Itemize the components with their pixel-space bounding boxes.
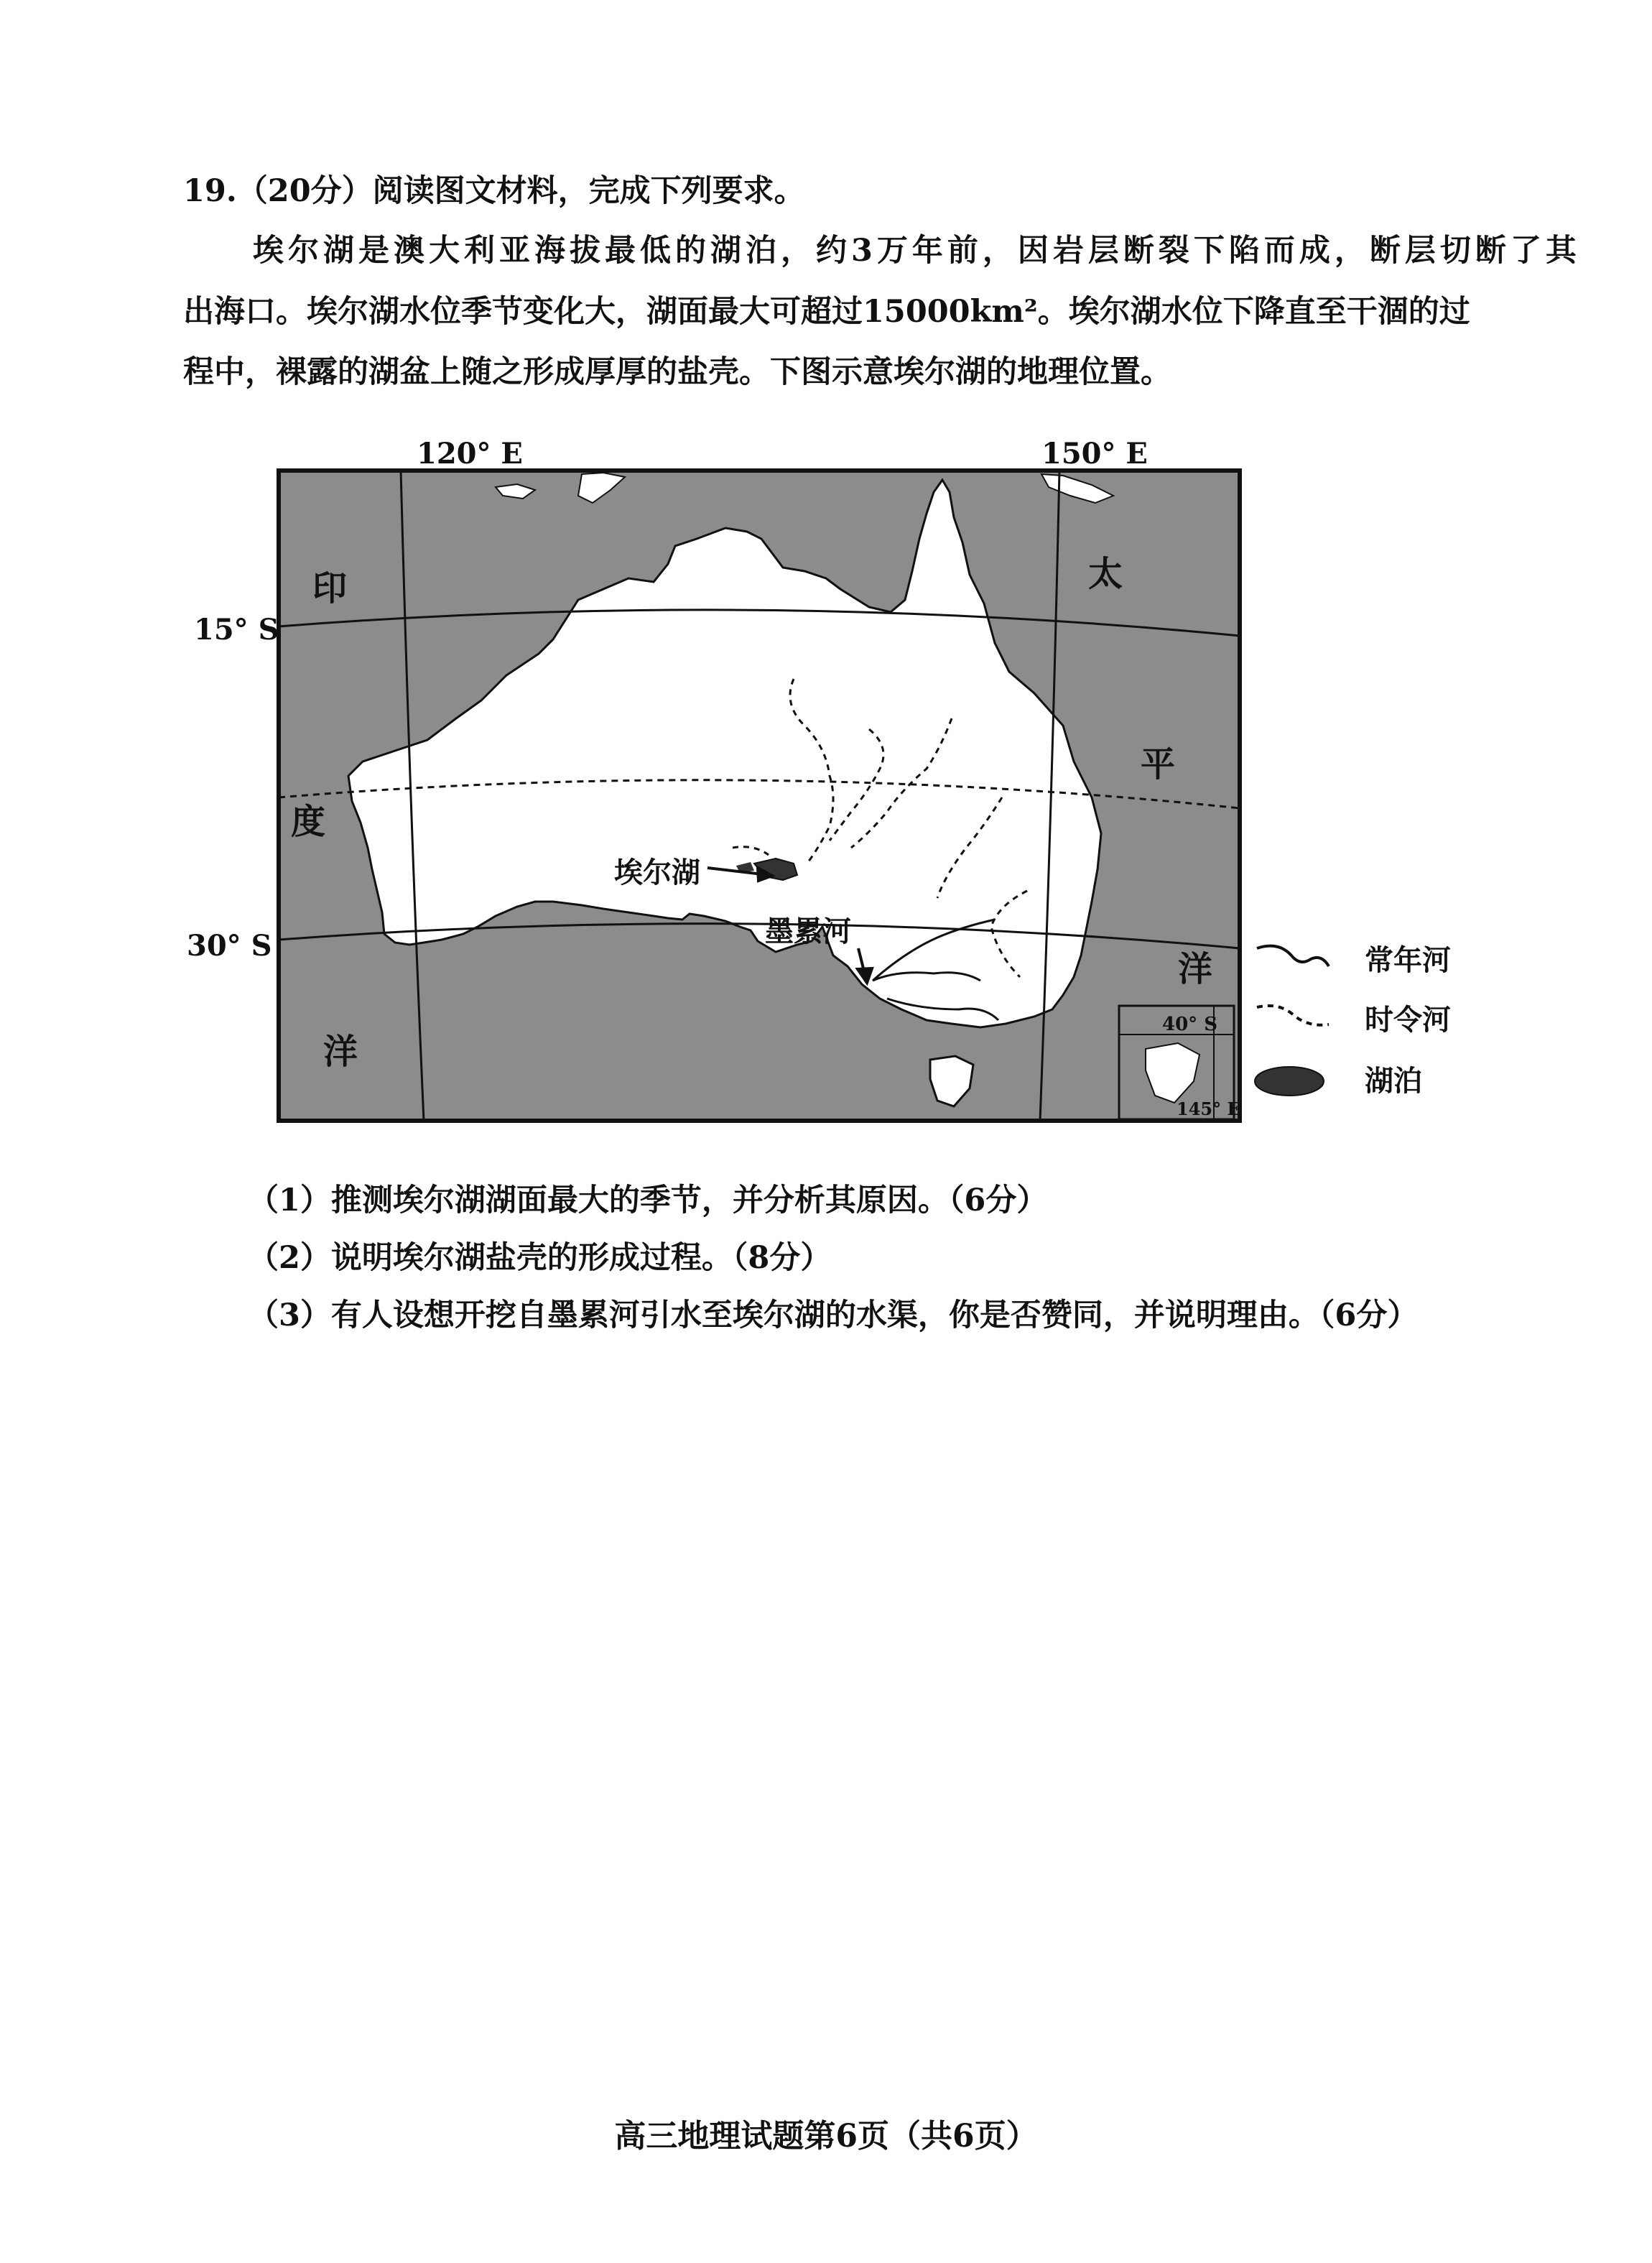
legend [1255,944,1451,1098]
material-paragraph-line-2: 出海口。埃尔湖水位季节变化大，湖面最大可超过15000km²。埃尔湖水位下降直至干涸的过 [183,294,1470,330]
lat-label-15s: 15° S [194,613,279,647]
legend-label-perennial: 常年河 [1365,944,1451,977]
label-murray-river: 墨累河 [765,915,851,948]
material-paragraph-line-3: 程中，裸露的湖盆上随之形成厚厚的盐壳。下图示意埃尔湖的地理位置。 [183,354,1171,390]
lake-icon [1255,1067,1324,1096]
lat-label-30s: 30° S [187,929,272,963]
seasonal-river-icon [1257,1006,1329,1025]
tasmania-inset [1119,1006,1240,1119]
ocean-label-indian-1: 印 [312,568,348,608]
legend-label-seasonal: 时令河 [1365,1004,1451,1037]
perennial-river-icon [1257,946,1329,966]
subquestion-2: （2）说明埃尔湖盐壳的形成过程。（8分） [248,1240,832,1276]
label-lake-eyre: 埃尔湖 [614,856,700,889]
inset-lon-label: 145° E [1177,1098,1240,1119]
subquestion-3: （3）有人设想开挖自墨累河引水至埃尔湖的水渠，你是否赞同，并说明理由。（6分） [248,1297,1419,1333]
lon-label-150e: 150° E [1041,437,1148,471]
lon-label-120e: 120° E [417,437,523,471]
ocean-label-pacific-2: 平 [1141,744,1176,785]
question-header: 19.（20分）阅读图文材料，完成下列要求。 [183,173,805,209]
legend-label-lake: 湖泊 [1365,1065,1422,1098]
ocean-label-indian-2: 度 [291,802,326,842]
ocean-label-pacific-3: 洋 [1178,949,1213,989]
australia-map [180,424,1508,1142]
subquestion-1: （1）推测埃尔湖湖面最大的季节，并分析其原因。（6分） [248,1183,1048,1218]
ocean-label-indian-3: 洋 [323,1032,358,1072]
ocean-label-pacific-1: 太 [1088,554,1123,594]
page-footer: 高三地理试题第6页（共6页） [614,2118,1038,2155]
inset-lat-label: 40° S [1162,1014,1218,1035]
material-paragraph-line-1: 埃尔湖是澳大利亚海拔最低的湖泊，约3万年前，因岩层断裂下陷而成，断层切断了其 [253,233,1581,269]
